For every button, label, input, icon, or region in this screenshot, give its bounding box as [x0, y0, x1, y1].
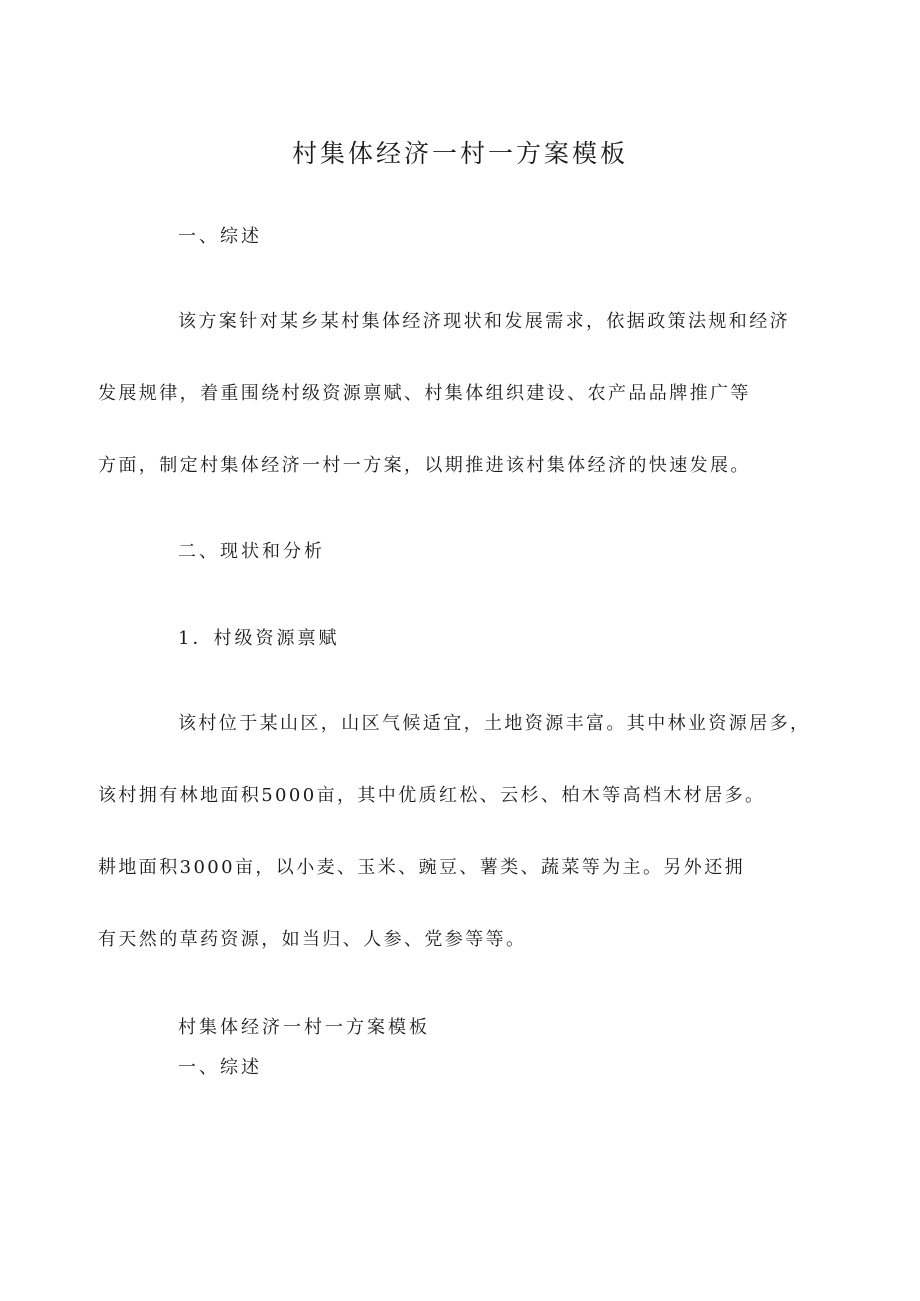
- document-title: 村集体经济一村一方案模板: [291, 139, 628, 168]
- paragraph-line: 该村位于某山区，山区气候适宜，土地资源丰富。其中林业资源居多，: [178, 713, 811, 734]
- overview-paragraph: [98, 286, 790, 502]
- paragraph-line: 该村拥有林地面积5000亩，其中优质红松、云杉、柏木等高档木材居多。: [98, 785, 766, 806]
- repeated-title: 村集体经济一村一方案模板: [178, 1017, 430, 1038]
- section-heading-status-analysis: 二、现状和分析: [178, 541, 325, 562]
- subsection-heading-resources: 1．村级资源禀赋: [178, 628, 340, 649]
- paragraph-line: 有天然的草药资源，如当归、人参、党参等等。: [98, 929, 527, 950]
- paragraph-line: 耕地面积3000亩，以小麦、玉米、豌豆、薯类、蔬菜等为主。另外还拥: [98, 857, 746, 878]
- paragraph-line: 方面，制定村集体经济一村一方案，以期推进该村集体经济的快速发展。: [98, 455, 751, 476]
- paragraph-line: 该方案针对某乡某村集体经济现状和发展需求，依据政策法规和经济: [178, 311, 790, 332]
- resources-paragraph: [98, 688, 811, 976]
- section-heading-overview: 一、综述: [178, 226, 262, 247]
- repeated-section-heading-overview: 一、综述: [178, 1057, 262, 1078]
- paragraph-line: 发展规律，着重围绕村级资源禀赋、村集体组织建设、农产品品牌推广等: [98, 383, 751, 404]
